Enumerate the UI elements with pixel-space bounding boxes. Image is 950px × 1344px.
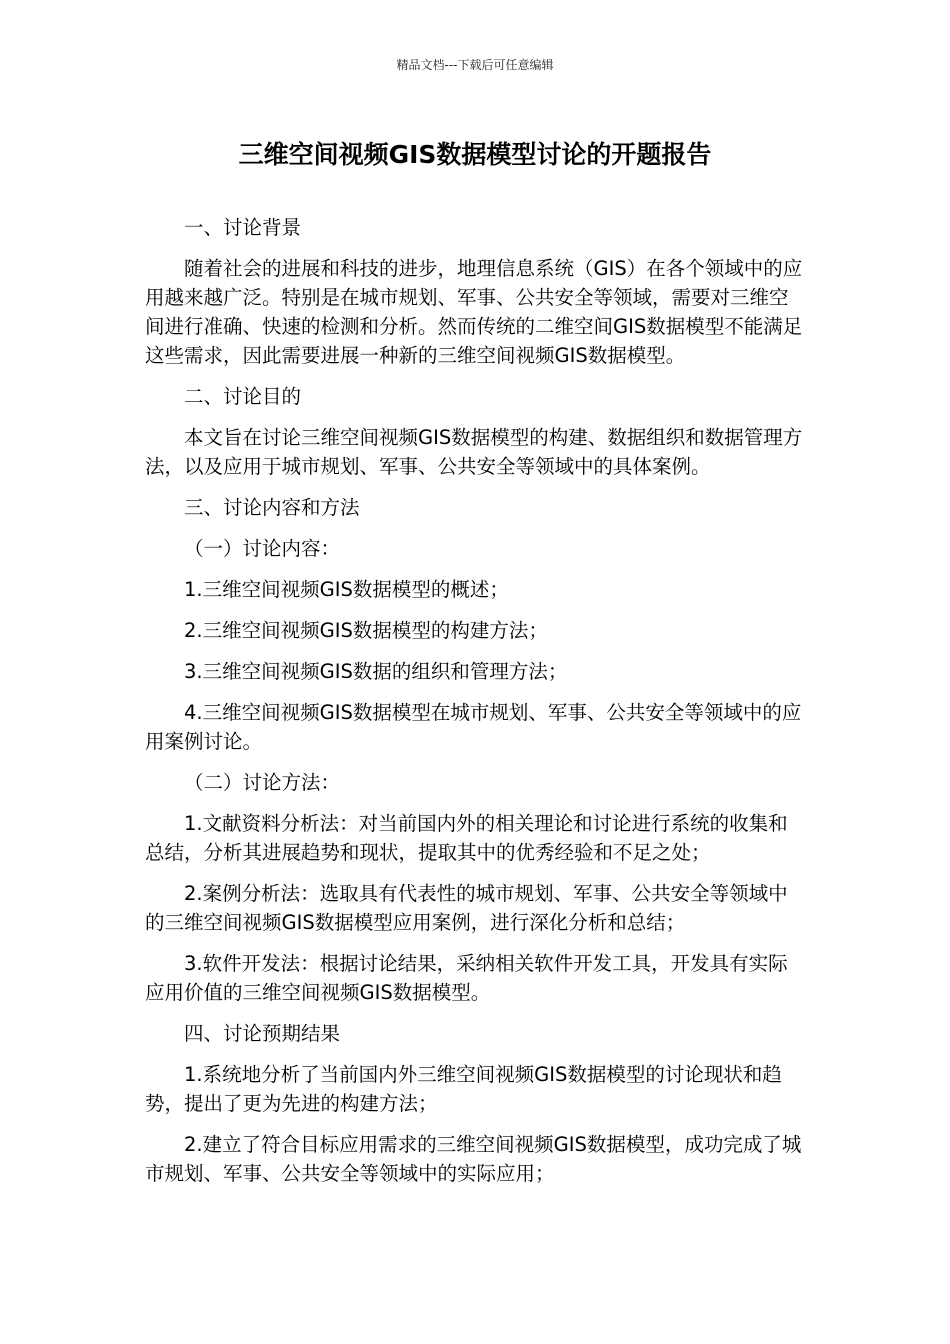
document-body (145, 213, 807, 1200)
paragraph-purpose: 本文旨在讨论三维空间视频GIS数据模型的构建、数据组织和数据管理方法，以及应用于城市规划、军事、公共安全等领域中的具体案例。 (145, 426, 803, 478)
list-item-method-1: 1.文献资料分析法：对当前国内外的相关理论和讨论进行系统的收集和总结，分析其进展趋势和现状，提取其中的优秀经验和不足之处； (145, 812, 788, 864)
list-item-method-3: 3.软件开发法：根据讨论结果，采纳相关软件开发工具，开发具有实际应用价值的三维空间视频GIS数据模型。 (145, 952, 788, 1004)
document-title: 三维空间视频GIS数据模型讨论的开题报告 (238, 140, 712, 169)
list-item-result-1: 1.系统地分析了当前国内外三维空间视频GIS数据模型的讨论现状和趋势，提出了更为先进的构建方法； (145, 1063, 782, 1115)
subheading-methods: （二）讨论方法： (184, 771, 341, 794)
list-item-result-2: 2.建立了符合目标应用需求的三维空间视频GIS数据模型，成功完成了城市规划、军事、公共安全等领域中的实际应用； (145, 1133, 802, 1185)
page-header: 精品文档---下载后可任意编辑 (396, 58, 554, 72)
list-item-content-2: 2.三维空间视频GIS数据模型的构建方法； (184, 619, 548, 642)
section-heading-expected-results: 四、讨论预期结果 (184, 1022, 341, 1045)
section-heading-content-methods: 三、讨论内容和方法 (184, 496, 360, 519)
paragraph-background: 随着社会的进展和科技的进步，地理信息系统（GIS）在各个领域中的应用越来越广泛。特别是在城市规划、军事、公共安全等领域，需要对三维空间进行准确、快速的检测和分析。然而传统的二维空间GIS数据模型不能满足这些需求，因此需要进展一种新的三维空间视频GIS数据模型。 (145, 257, 803, 367)
section-heading-background: 一、讨论背景 (184, 216, 302, 239)
list-item-content-3: 3.三维空间视频GIS数据的组织和管理方法； (184, 660, 568, 683)
list-item-method-2: 2.案例分析法：选取具有代表性的城市规划、军事、公共安全等领域中的三维空间视频GIS数据模型应用案例，进行深化分析和总结； (145, 882, 788, 934)
list-item-content-1: 1.三维空间视频GIS数据模型的概述； (184, 578, 509, 601)
subheading-content: （一）讨论内容： (184, 537, 341, 560)
section-heading-purpose: 二、讨论目的 (184, 385, 302, 408)
list-item-content-4: 4.三维空间视频GIS数据模型在城市规划、军事、公共安全等领域中的应用案例讨论。 (145, 701, 802, 753)
